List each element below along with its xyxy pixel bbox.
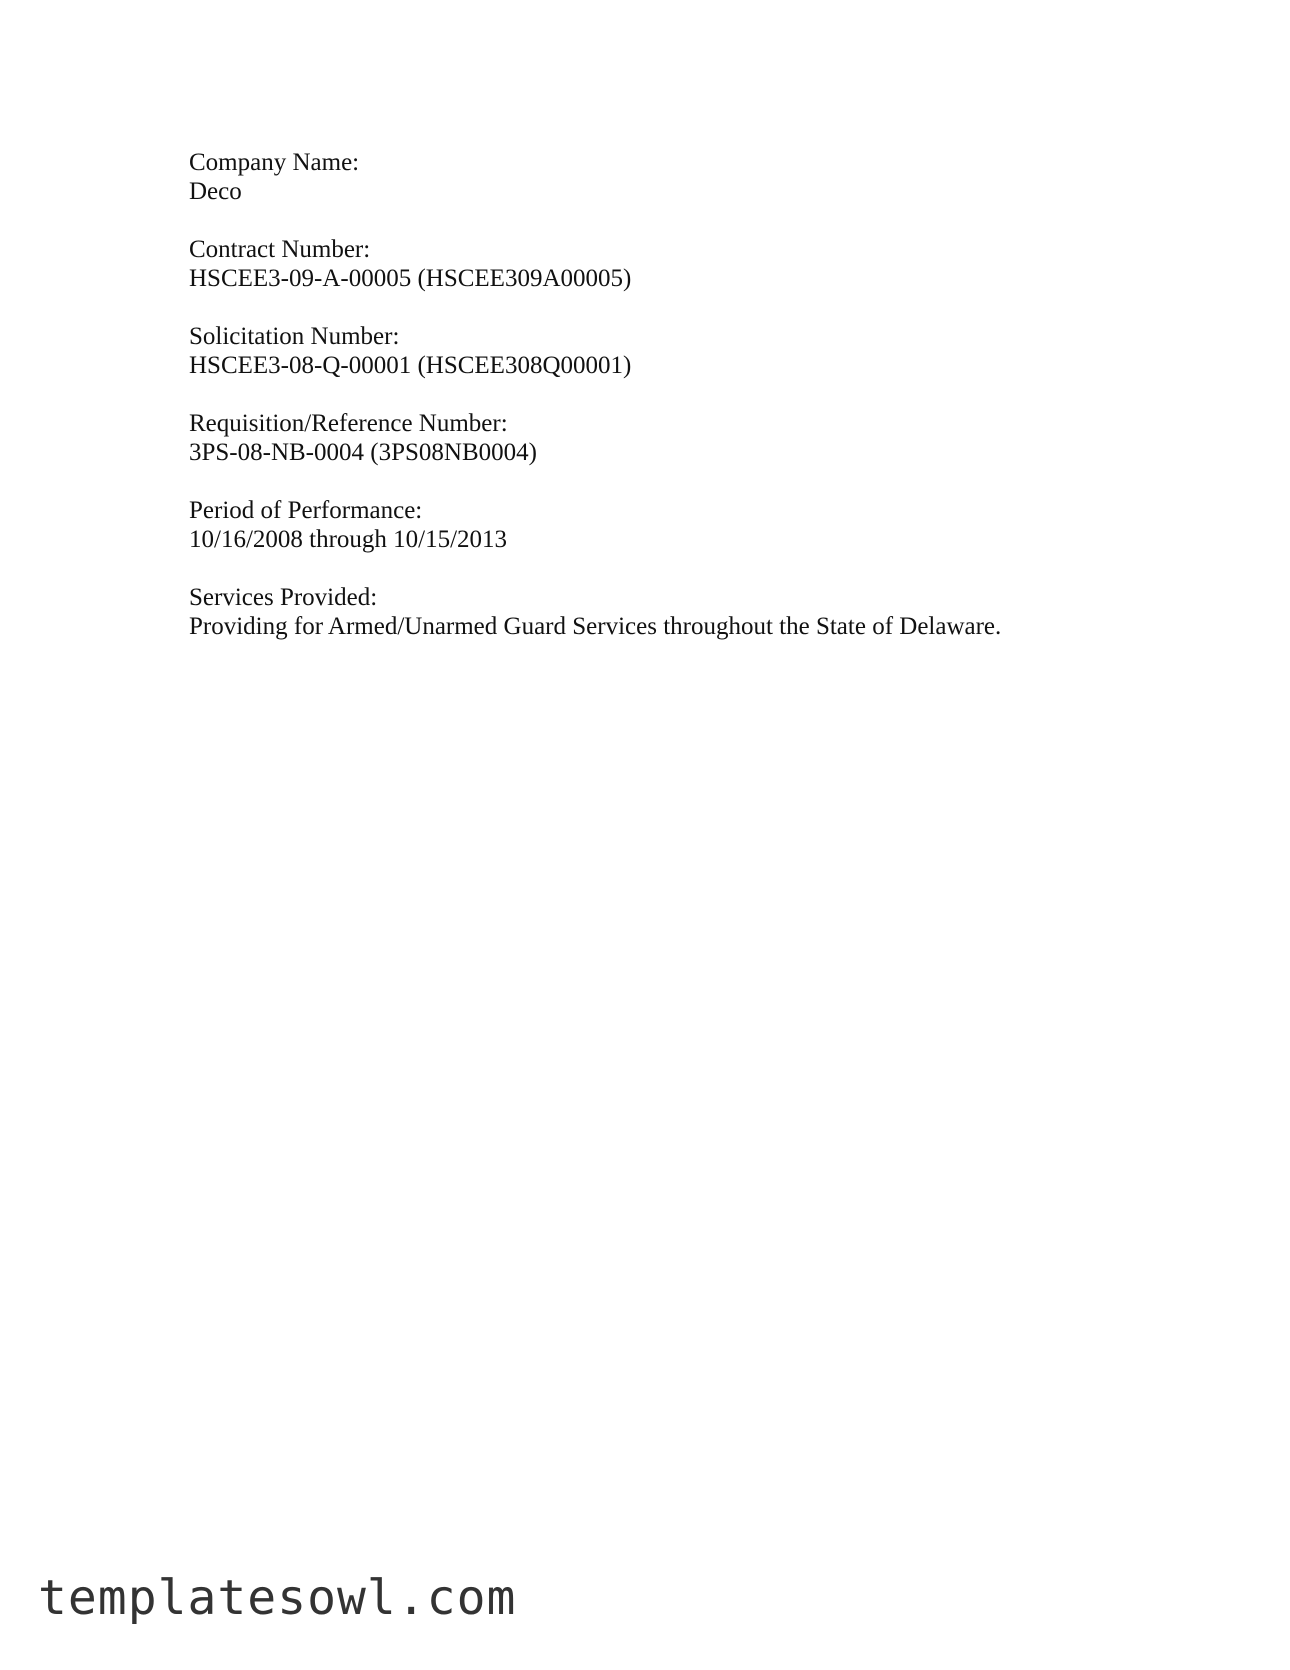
company-name-label: Company Name:	[189, 149, 360, 176]
watermark-text: templatesowl.com	[38, 1570, 517, 1626]
requisition-number-field	[189, 409, 1189, 467]
contract-number-label: Contract Number:	[189, 236, 371, 263]
company-name-field	[189, 148, 1189, 206]
contract-number-value: HSCEE3-09-A-00005 (HSCEE309A00005)	[189, 265, 632, 292]
contract-number-field	[189, 235, 1189, 293]
requisition-number-value: 3PS-08-NB-0004 (3PS08NB0004)	[189, 439, 537, 466]
company-name-value: Deco	[189, 178, 242, 205]
solicitation-number-label: Solicitation Number:	[189, 323, 400, 350]
document-body	[189, 148, 1189, 670]
requisition-number-label: Requisition/Reference Number:	[189, 410, 508, 437]
services-provided-field	[189, 583, 1189, 641]
solicitation-number-field	[189, 322, 1189, 380]
services-provided-label: Services Provided:	[189, 584, 378, 611]
period-of-performance-value: 10/16/2008 through 10/15/2013	[189, 526, 508, 553]
solicitation-number-value: HSCEE3-08-Q-00001 (HSCEE308Q00001)	[189, 352, 632, 379]
period-of-performance-label: Period of Performance:	[189, 497, 423, 524]
services-provided-value: Providing for Armed/Unarmed Guard Services throughout the State of Delaware.	[189, 613, 1002, 640]
period-of-performance-field	[189, 496, 1189, 554]
